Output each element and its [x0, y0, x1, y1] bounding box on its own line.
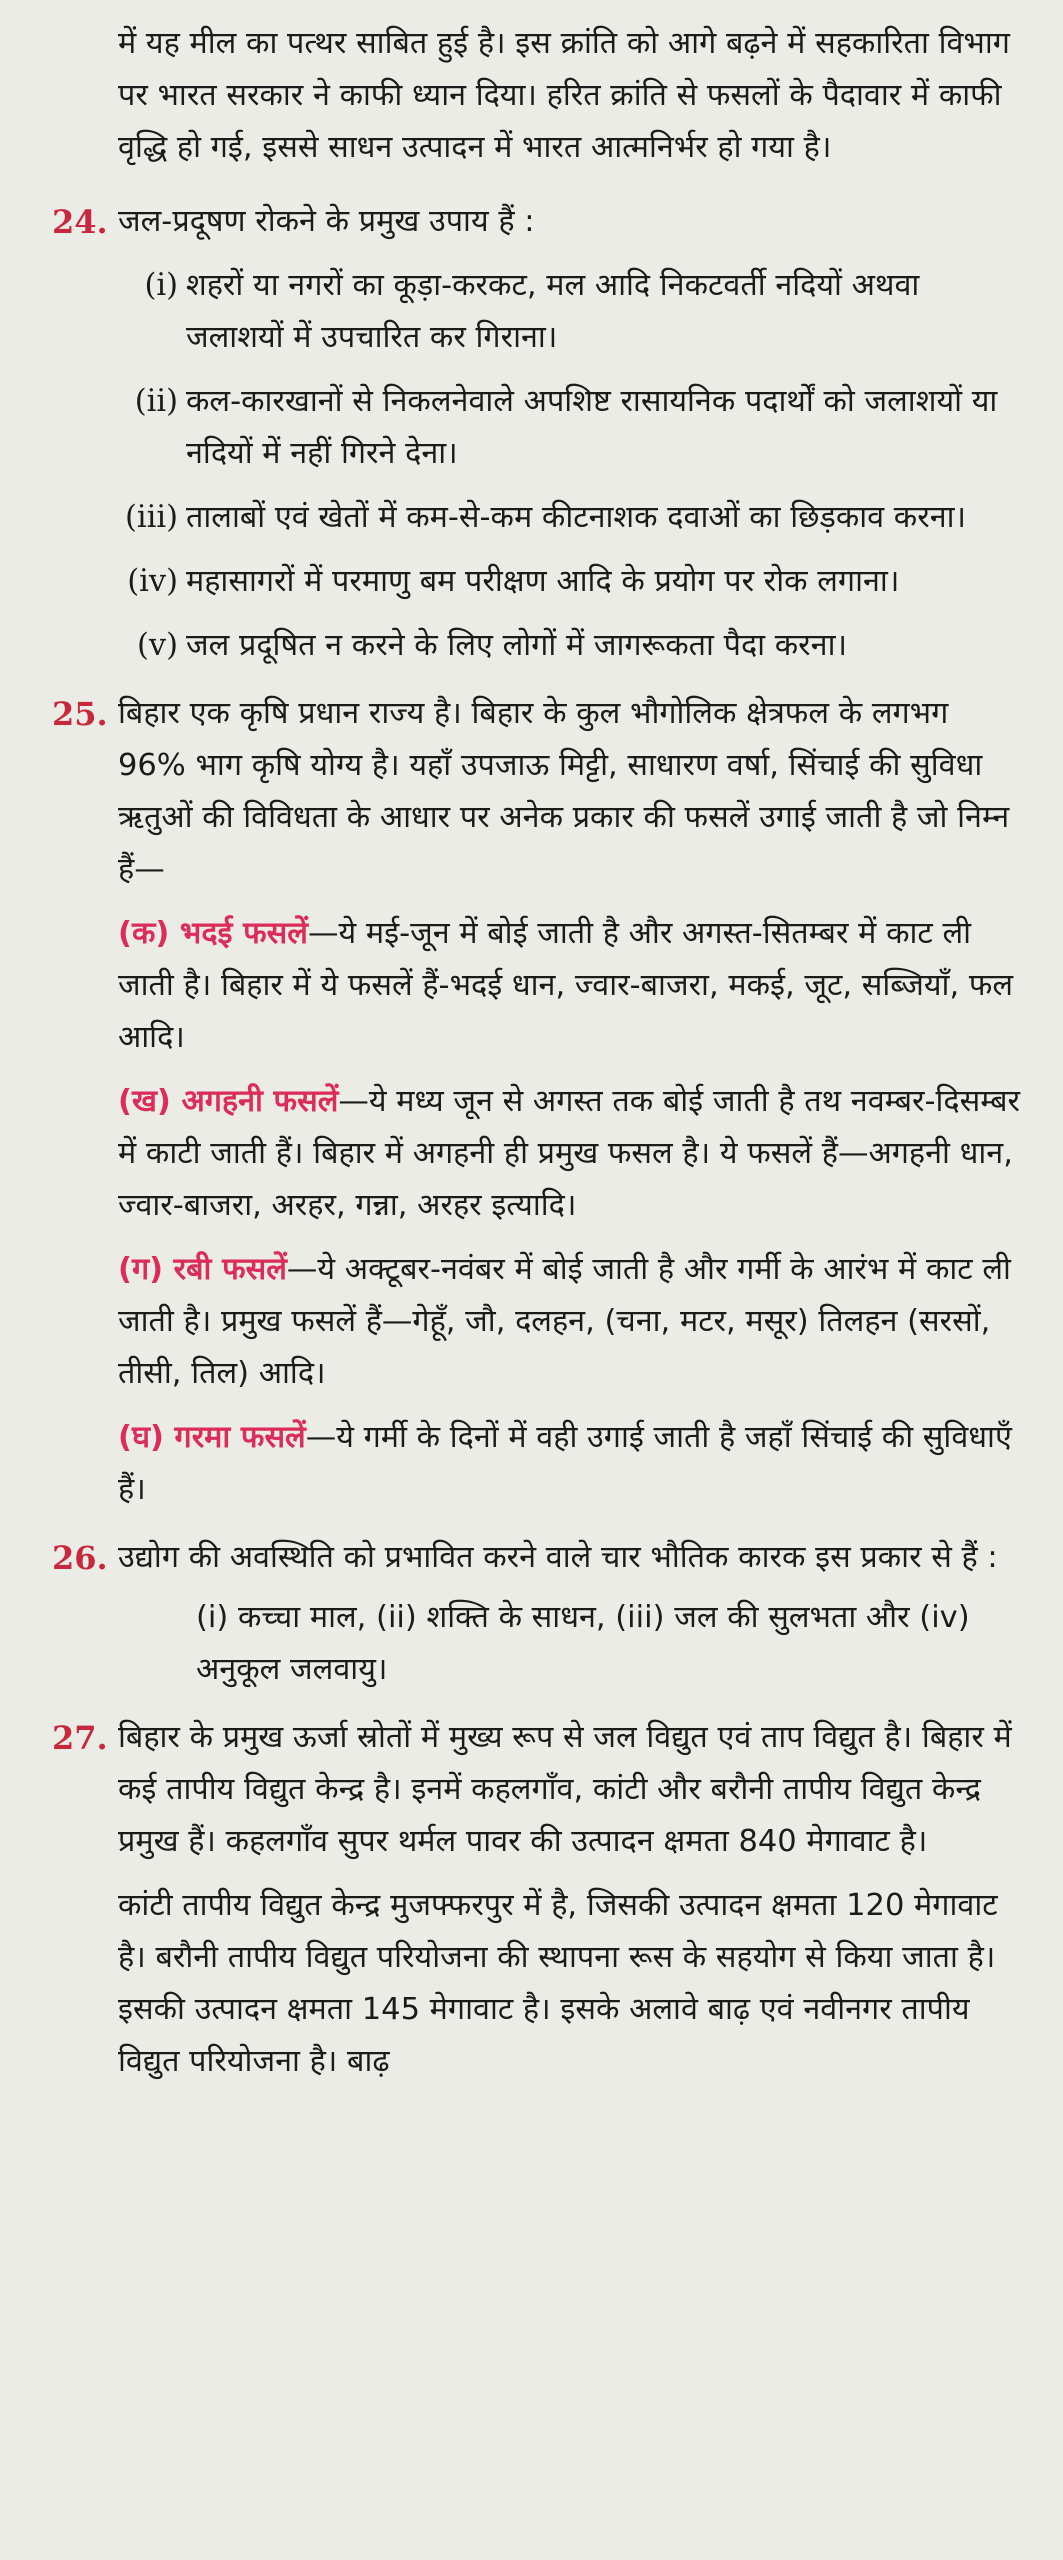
crop-text: —ये अक्टूबर-नवंबर में बोई जाती है और गर्मी के आरंभ में काट ली जाती है। प्रमुख फसलें हैं—गेहूँ, जौ, दलहन, (चना, मटर, मसूर) तिलहन (सरसों, तीसी, तिल) आदि। [118, 1252, 1011, 1391]
question-number: 25. [52, 695, 108, 733]
question-intro: उद्योग की अवस्थिति को प्रभावित करने वाले चार भौतिक कारक इस प्रकार से हैं : [118, 1540, 998, 1575]
crop-heading: (ख) अगहनी फसलें [118, 1084, 339, 1119]
crop-garma [118, 1412, 1023, 1516]
question-number: 27. [52, 1719, 108, 1757]
question-intro: बिहार एक कृषि प्रधान राज्य है। बिहार के कुल भौगोलिक क्षेत्रफल के लगभग 96% भाग कृषि योग्य है। यहाँ उपजाऊ मिट्टी, साधारण वर्षा, सिंचाई की सुविधा ऋतुओं की विविधता के आधार पर अनेक प्रकार की फसलें उगाई जाती है जो निम्न हैं— [118, 696, 1010, 887]
crop-text: —ये मध्य जून से अगस्त तक बोई जाती है तथ नवम्बर-दिसम्बर में काटी जाती हैं। बिहार में अगहनी ही प्रमुख फसल है। ये फसलें हैं—अगहनी धान, ज्वार-बाजरा, अरहर, गन्ना, अरहर इत्यादि। [118, 1084, 1021, 1223]
question-24 [52, 196, 1023, 672]
item-text: कल-कारखानों से निकलनेवाले अपशिष्ट रासायनिक पदार्थों को जलाशयों या नदियों में नहीं गिरने देना। [186, 384, 998, 471]
crop-heading: (ग) रबी फसलें [118, 1252, 287, 1287]
crop-heading: (घ) गरमा फसलें [118, 1420, 306, 1455]
item-marker: (iii) [124, 500, 178, 535]
answer-paragraph-2: कांटी तापीय विद्युत केन्द्र मुजफ्फरपुर में है, जिसकी उत्पादन क्षमता 120 मेगावाट है। बरौनी तापीय विद्युत परियोजना की स्थापना रूस के सहयोग से किया जाता है। इसकी उत्पादन क्षमता 145 मेगावाट है। इसके अलावे बाढ़ एवं नवीनगर तापीय विद्युत परियोजना है। बाढ़ [118, 1888, 998, 2079]
crop-kharif-bhadai [118, 908, 1023, 1064]
item-text: तालाबों एवं खेतों में कम-से-कम कीटनाशक दवाओं का छिड़काव करना। [186, 500, 967, 535]
question-heading: जल-प्रदूषण रोकने के प्रमुख उपाय हैं : [118, 204, 535, 239]
answer-paragraph-1: बिहार के प्रमुख ऊर्जा स्रोतों में मुख्य रूप से जल विद्युत एवं ताप विद्युत है। बिहार में कई तापीय विद्युत केन्द्र है। इनमें कहलगाँव, कांटी और बरौनी तापीय विद्युत केन्द्र प्रमुख हैं। कहलगाँव सुपर थर्मल पावर की उत्पादन क्षमता 840 मेगावाट है। [118, 1720, 1012, 1859]
question-number: 24. [52, 203, 108, 241]
crop-aghani [118, 1076, 1023, 1232]
item-text: महासागरों में परमाणु बम परीक्षण आदि के प्रयोग पर रोक लगाना। [186, 564, 900, 599]
intro-paragraph: में यह मील का पत्थर साबित हुई है। इस क्रांति को आगे बढ़ने में सहकारिता विभाग पर भारत सरकार ने काफी ध्यान दिया। हरित क्रांति से फसलों के पैदावार में काफी वृद्धि हो गई, इससे साधन उत्पादन में भारत आत्मनिर्भर हो गया है। [118, 26, 1010, 165]
item-marker: (i) [144, 268, 178, 303]
item-marker: (ii) [134, 384, 178, 419]
question-25 [52, 688, 1023, 1516]
item-text: जल प्रदूषित न करने के लिए लोगों में जागरूकता पैदा करना। [186, 628, 848, 663]
item-marker: (iv) [127, 564, 178, 599]
question-27 [52, 1712, 1023, 2088]
question-number: 26. [52, 1539, 108, 1577]
crop-text: —ये मई-जून में बोई जाती है और अगस्त-सितम्बर में काट ली जाती है। बिहार में ये फसलें हैं-भदई धान, ज्वार-बाजरा, मकई, जूट, सब्जियाँ, फल आदि। [118, 916, 1014, 1055]
question-26 [52, 1532, 1023, 1696]
list-item [118, 620, 1023, 672]
list-item [118, 376, 1023, 480]
item-text: शहरों या नगरों का कूड़ा-करकट, मल आदि निकटवर्ती नदियों अथवा जलाशयों में उपचारित कर गिराना। [186, 268, 920, 355]
item-marker: (v) [136, 628, 178, 663]
crop-rabi [118, 1244, 1023, 1400]
crop-heading: (क) भदई फसलें [118, 916, 308, 951]
list-item [118, 260, 1023, 364]
factor-list: (i) कच्चा माल, (ii) शक्ति के साधन, (iii) जल की सुलभता और (iv) अनुकूल जलवायु। [196, 1600, 970, 1687]
crop-text: —ये गर्मी के दिनों में वही उगाई जाती है जहाँ सिंचाई की सुविधाएँ हैं। [118, 1420, 1012, 1507]
list-item [118, 556, 1023, 608]
list-item [118, 492, 1023, 544]
